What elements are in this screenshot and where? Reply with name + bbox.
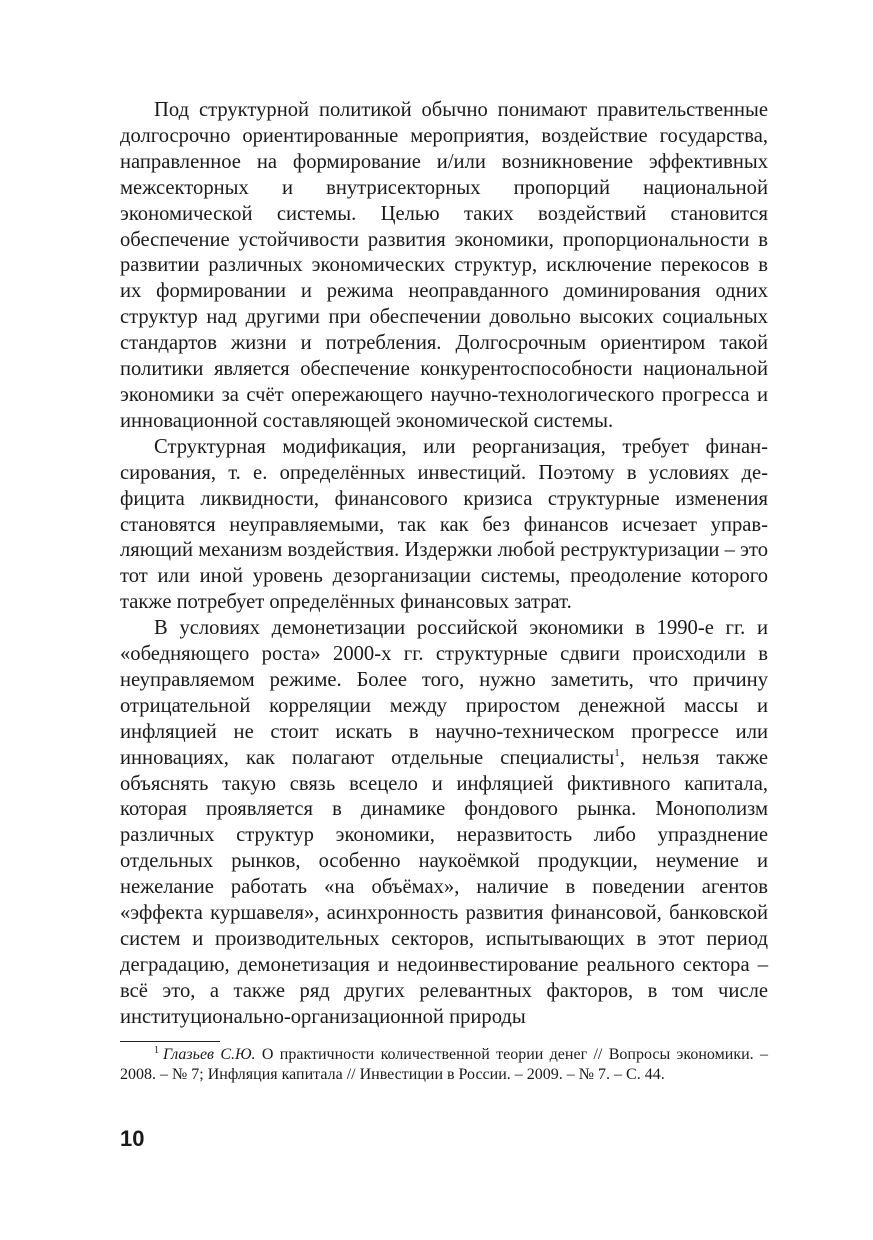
footnote-reference[interactable]: 1 xyxy=(614,746,620,759)
footnote-mark: 1 xyxy=(154,1044,159,1056)
footnote-area xyxy=(120,1041,768,1085)
footnote-divider xyxy=(120,1041,220,1042)
footnote-text: О практичности количественной теории денег // Вопросы экономики. – 2008. – № 7; Инфляция капитала // Инвестиции в России. – 2009. – № 7. – С. 44. xyxy=(120,1046,768,1083)
paragraph-3-text-before: В условиях демонетизации российской экономики в 1990-е гг. и «обедняющего роста» 2000-х гг. структурные сдвиги происходили в неуправляемом режиме. Более того, нужно заметить, что причину отрицательной корреляции между приростом денежной массы и инфляцией не стоит искать в научно-техническом прогрессе или инновациях, как полагают отдельные специалисты xyxy=(120,617,768,769)
footnote-1 xyxy=(120,1045,768,1085)
page-number: 10 xyxy=(120,1126,145,1151)
paragraph-2: Структурная модификация, или реорганизация, требует финансирования, т. е. определённых инвестиций. Поэтому в условиях дефицита ликвидности, финансового кризиса структурные изменения становятся неуправляемыми, так как без финансов исчезает управляющий механизм воздействия. Издержки любой реструктуризации – это тот или иной уровень дезорганизации системы, преодоление которого также потребует определённых финансовых затрат. xyxy=(120,435,768,614)
paragraph-3-text-after: , нельзя также объяснять такую связь всецело и инфляцией фиктивного капитала, которая проявляется в динамике фондового рынка. Монополизм различных структур экономики, неразвитость либо упразднение отдельных рынков, особенно наукоёмкой продукции, неумение и нежелание работать «на объёмах», наличие в поведении агентов «эффекта куршавеля», асинхронность развития финансовой, банковской систем и производительных секторов, испытывающих в этот период деградацию, демонетизация и недоинвестирование реального сектора – всё это, а также ряд других релевантных факторов, в том числе институционально-организационной природы xyxy=(120,746,768,1028)
paragraph-1: Под структурной политикой обычно понимают правительственные долгосрочно ориентированные мероприятия, воздействие государства, направленное на формирование и/или возникновение эффективных межсекторных и внутрисекторных пропорций национальной экономической системы. Целью таких воздействий становится обеспечение устойчивости развития экономики, пропорциональности в развитии различных экономических структур, исключение перекосов в их формировании и режима неоправданного доминирования одних структур над другими при обеспечении довольно высоких социальных стандартов жизни и потребления. Долгосрочным ориентиром такой политики является обеспечение конкурентоспособности национальной экономики за счёт опережающего научно-технологического прогресса и инновационной составляющей экономической системы. xyxy=(120,99,768,432)
page-body xyxy=(120,98,768,1031)
paragraph-3 xyxy=(120,616,768,1031)
footnote-author: Глазьев С.Ю. xyxy=(163,1046,256,1063)
